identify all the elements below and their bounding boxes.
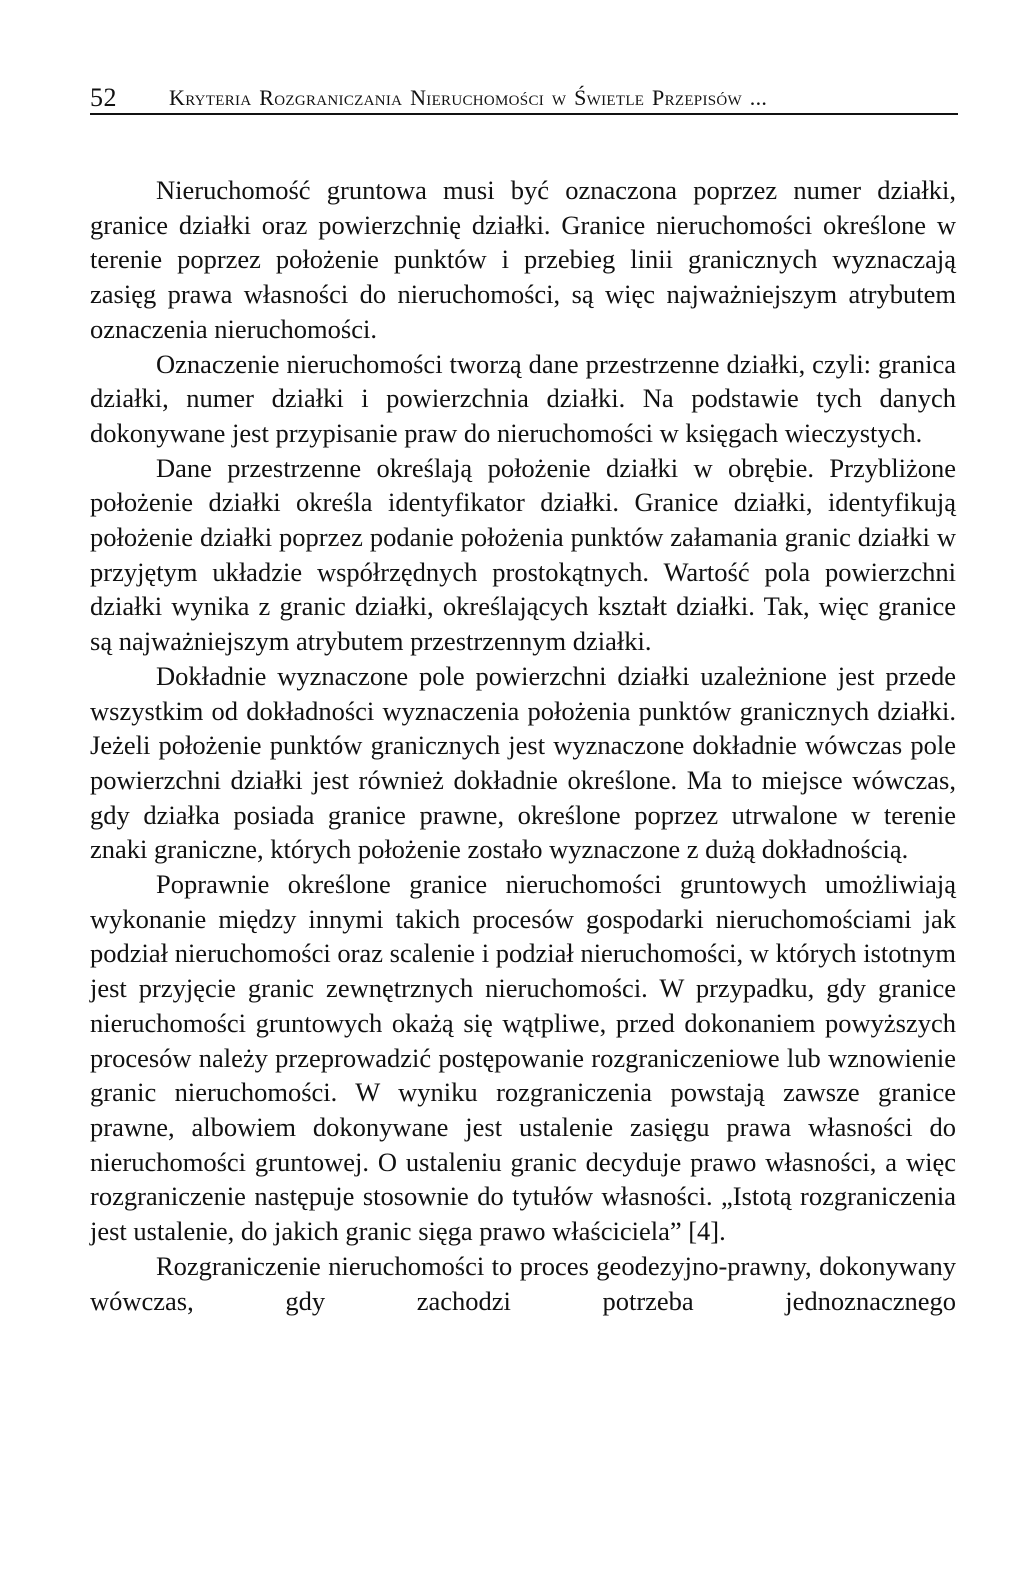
paragraph-5: Poprawnie określone granice nieruchomości gruntowych umożliwiają wykonanie między innymi takich procesów gospodarki nieruchomościami jak podział nieruchomości oraz scalenie i podział nieruchomości, w których istotnym jest przyjęcie granic zewnętrznych nieruchomości. W przypadku, gdy granice nieruchomości gruntowych okażą się wątpliwe, przed dokonaniem powyższych procesów należy przeprowadzić postępowanie rozgraniczeniowe lub wznowienie granic nieruchomości. W wyniku rozgraniczenia powstają zawsze granice prawne, albowiem dokonywane jest ustalenie zasięgu prawa własności do nieruchomości gruntowej. O ustaleniu granic decyduje prawo własności, a więc rozgraniczenie następuje stosownie do tytułów własności. „Istotą rozgraniczenia jest ustalenie, do jakich granic sięga prawo właściciela” [4]. [90, 869, 956, 1247]
paragraph-4: Dokładnie wyznaczone pole powierzchni działki uzależnione jest przede wszystkim od dokładności wyznaczenia położenia punktów granicznych działki. Jeżeli położenie punktów granicznych jest wyznaczone dokładnie wówczas pole powierzchni działki jest również dokładnie określone. Ma to miejsce wówczas, gdy działka posiada granice prawne, określone poprzez utrwalone w terenie znaki graniczne, których położenie zostało wyznaczone z dużą dokładnością. [90, 660, 956, 865]
page-number: 52 [90, 83, 117, 112]
body-text [90, 173, 956, 1318]
paragraph-2: Oznaczenie nieruchomości tworzą dane przestrzenne działki, czyli: granica działki, numer działki i powierzchnia działki. Na podstawie tych danych dokonywane jest przypisanie praw do nieruchomości w księgach wieczystych. [90, 348, 956, 448]
paragraph-3: Dane przestrzenne określają położenie działki w obrębie. Przybliżone położenie działki określa identyfikator działki. Granice działki, identyfikują położenie działki poprzez podanie położenia punktów załamania granic działki w przyjętym układzie współrzędnych prostokątnych. Wartość pola powierzchni działki wynika z granic działki, określających kształt działki. Tak, więc granice są najważniejszym atrybutem przestrzennym działki. [90, 452, 956, 657]
running-header [90, 79, 958, 115]
running-title: Kryteria Rozgraniczania Nieruchomości w Świetle Przepisów ... [169, 85, 768, 110]
paragraph-1: Nieruchomość gruntowa musi być oznaczona poprzez numer działki, granice działki oraz powierzchnię działki. Granice nieruchomości określone w terenie poprzez położenie punktów i przebieg linii granicznych wyznaczają zasięg prawa własności do nieruchomości, są więc najważniejszym atrybutem oznaczenia nieruchomości. [90, 175, 956, 344]
paragraph-6: Rozgraniczenie nieruchomości to proces geodezyjno-prawny, dokonywany wówczas, gdy zachodzi potrzeba jednoznacznego [90, 1250, 956, 1316]
